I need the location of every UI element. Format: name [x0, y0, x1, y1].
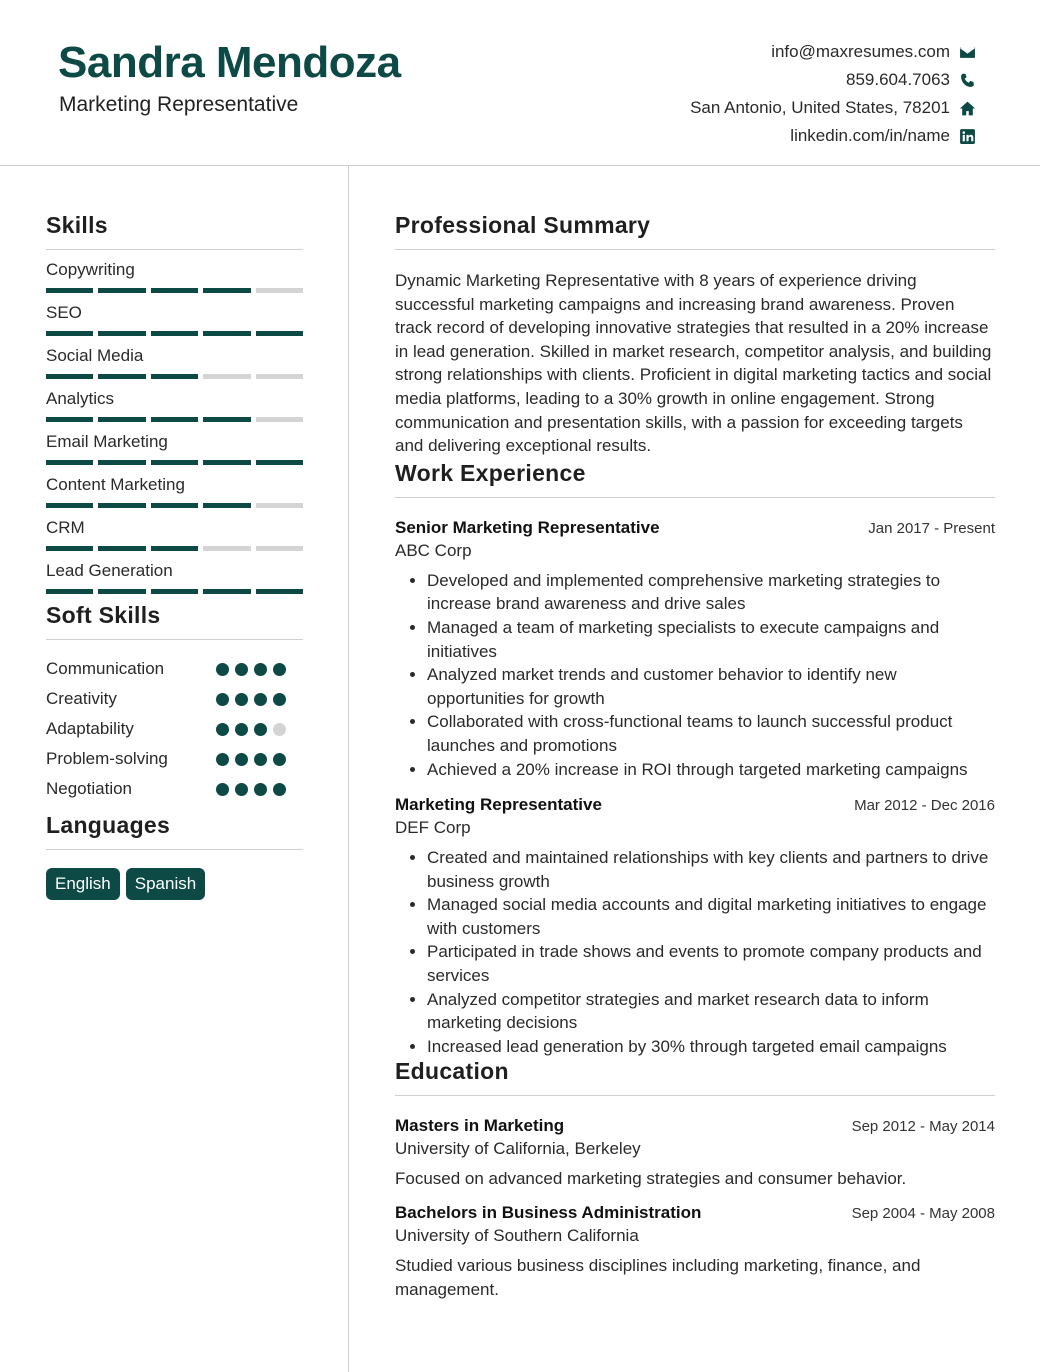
soft-skill-name: Creativity: [46, 689, 117, 708]
experience-heading: Work Experience: [395, 459, 586, 486]
rating-dot: [216, 783, 229, 796]
skill-level-segment: [46, 460, 93, 465]
contact-location: [690, 94, 976, 122]
rating-dot: [216, 723, 229, 736]
envelope-icon: [958, 43, 976, 61]
rating-dot: [216, 693, 229, 706]
skill-level-segment: [46, 374, 93, 379]
candidate-title: Marketing Representative: [59, 93, 299, 116]
skill-item: [46, 303, 303, 336]
education-heading: Education: [395, 1058, 509, 1085]
candidate-name: Sandra Mendoza: [58, 38, 401, 87]
school-name: University of California, Berkeley: [395, 1139, 641, 1159]
skill-level-bar: [46, 460, 303, 465]
skill-name: Analytics: [46, 389, 115, 408]
rating-dot: [273, 693, 286, 706]
job-bullet: • Created and maintained relationships with key clients and partners to drive business growth: [427, 846, 995, 893]
summary-rule: [395, 249, 995, 250]
right-column: [395, 212, 995, 1301]
rating-dot: [254, 753, 267, 766]
skill-level-segment: [203, 288, 250, 293]
contact-email[interactable]: [690, 38, 976, 66]
skill-level-bar: [46, 417, 303, 422]
contact-phone[interactable]: [690, 66, 976, 94]
skill-level-bar: [46, 589, 303, 594]
column-divider: [348, 166, 349, 1372]
language-badge: English: [46, 868, 120, 900]
skill-level-segment: [151, 589, 198, 594]
rating-dot: [273, 753, 286, 766]
job-title: Marketing Representative: [395, 795, 602, 815]
linkedin-icon: [958, 127, 976, 145]
languages-heading: Languages: [46, 812, 171, 838]
contact-block: [690, 38, 976, 150]
skills-list: [46, 260, 303, 594]
skill-level-segment: [98, 374, 145, 379]
education-entry: [395, 1203, 995, 1301]
soft-skills-heading: Soft Skills: [46, 602, 161, 628]
skill-level-bar: [46, 374, 303, 379]
skill-level-segment: [203, 331, 250, 336]
skills-rule: [46, 249, 303, 250]
skill-level-segment: [98, 331, 145, 336]
skill-level-segment: [46, 546, 93, 551]
skill-level-segment: [256, 503, 303, 508]
languages-rule: [46, 849, 303, 850]
skill-item: [46, 561, 303, 594]
language-badge: Spanish: [126, 868, 205, 900]
skill-level-segment: [151, 374, 198, 379]
rating-dot: [235, 783, 248, 796]
job-header: [395, 795, 995, 815]
soft-skill-item: [46, 774, 303, 804]
skill-name: Lead Generation: [46, 561, 173, 580]
skill-level-segment: [203, 589, 250, 594]
skill-name: CRM: [46, 518, 85, 537]
email-text: info@maxresumes.com: [771, 42, 950, 61]
soft-skill-item: [46, 654, 303, 684]
soft-skill-item: [46, 684, 303, 714]
skill-level-bar: [46, 288, 303, 293]
soft-skill-rating: [216, 663, 286, 676]
rating-dot: [254, 693, 267, 706]
left-column: [46, 212, 303, 900]
soft-skill-name: Negotiation: [46, 779, 133, 798]
skill-name: Email Marketing: [46, 432, 168, 451]
degree-title: Bachelors in Business Administration: [395, 1203, 702, 1223]
skill-name: SEO: [46, 303, 82, 322]
skill-level-segment: [203, 546, 250, 551]
job-bullets: [395, 846, 995, 1058]
home-icon: [958, 99, 976, 117]
job-title: Senior Marketing Representative: [395, 517, 660, 537]
skill-level-segment: [256, 589, 303, 594]
skill-level-segment: [46, 417, 93, 422]
soft-skill-rating: [216, 693, 286, 706]
job-header: [395, 518, 995, 538]
rating-dot: [235, 663, 248, 676]
skill-level-segment: [256, 374, 303, 379]
skill-level-segment: [256, 546, 303, 551]
job-bullet: • Analyzed competitor strategies and market research data to inform marketing decisions: [427, 988, 995, 1035]
skill-level-segment: [151, 417, 198, 422]
experience-rule: [395, 497, 995, 498]
skill-level-bar: [46, 503, 303, 508]
skills-heading: Skills: [46, 212, 108, 238]
soft-skill-rating: [216, 783, 286, 796]
skill-level-segment: [46, 503, 93, 508]
skill-level-segment: [98, 546, 145, 551]
skill-level-segment: [203, 460, 250, 465]
skill-level-bar: [46, 546, 303, 551]
rating-dot: [273, 783, 286, 796]
phone-text: 859.604.7063: [846, 70, 950, 89]
skill-level-segment: [203, 503, 250, 508]
skill-level-segment: [46, 331, 93, 336]
rating-dot: [273, 723, 286, 736]
skill-level-segment: [256, 460, 303, 465]
soft-skills-rule: [46, 639, 303, 640]
skill-item: [46, 475, 303, 508]
resume-header: [0, 0, 1040, 166]
skill-level-segment: [151, 331, 198, 336]
job-bullet: • Analyzed market trends and customer behavior to identify new opportunities for growth: [427, 663, 995, 710]
skill-level-segment: [256, 331, 303, 336]
skill-level-segment: [46, 589, 93, 594]
soft-skill-item: [46, 714, 303, 744]
education-header: [395, 1116, 995, 1136]
skill-item: [46, 432, 303, 465]
rating-dot: [254, 783, 267, 796]
skill-level-segment: [151, 546, 198, 551]
rating-dot: [254, 723, 267, 736]
soft-skill-name: Problem-solving: [46, 749, 168, 768]
job-bullets: [395, 569, 995, 781]
job-company: ABC Corp: [395, 540, 472, 560]
rating-dot: [254, 663, 267, 676]
languages-list: [46, 868, 303, 900]
job-entry: [395, 795, 995, 1058]
skill-name: Social Media: [46, 346, 144, 365]
skill-level-bar: [46, 331, 303, 336]
summary-text: Dynamic Marketing Representative with 8 years of experience driving successful marketing campaigns and increasing brand awareness. Proven track record of developing innovative strategies that resulted in a 20% increase in lead generation. Skilled in market research, competitor analysis, and building strong relationships with clients. Proficient in digital marketing tactics and social media platforms, leading to a 30% growth in online engagement. Strong communication and presentation skills, with a passion for exceeding targets and delivering exceptional results.: [395, 271, 992, 456]
summary-heading: Professional Summary: [395, 212, 651, 238]
job-bullet: • Achieved a 20% increase in ROI through targeted marketing campaigns: [427, 758, 995, 782]
degree-title: Masters in Marketing: [395, 1116, 565, 1136]
job-bullet: • Managed social media accounts and digital marketing initiatives to engage with customers: [427, 893, 995, 940]
job-bullet: • Increased lead generation by 30% through targeted email campaigns: [427, 1035, 995, 1059]
skill-item: [46, 346, 303, 379]
skill-level-segment: [46, 288, 93, 293]
education-entry: [395, 1116, 995, 1191]
skill-level-segment: [256, 288, 303, 293]
soft-skill-rating: [216, 753, 286, 766]
skill-level-segment: [98, 589, 145, 594]
job-company: DEF Corp: [395, 818, 471, 838]
rating-dot: [216, 663, 229, 676]
phone-icon: [958, 71, 976, 89]
skill-level-segment: [98, 460, 145, 465]
soft-skill-name: Communication: [46, 659, 165, 678]
skill-item: [46, 389, 303, 422]
job-date: Mar 2012 - Dec 2016: [854, 797, 995, 815]
skill-level-segment: [151, 460, 198, 465]
soft-skill-item: [46, 744, 303, 774]
job-bullet: • Participated in trade shows and events to promote company products and services: [427, 940, 995, 987]
education-description: Focused on advanced marketing strategies and consumer behavior.: [395, 1169, 907, 1189]
education-date: Sep 2004 - May 2008: [851, 1205, 995, 1223]
contact-linkedin[interactable]: [690, 122, 976, 150]
rating-dot: [235, 693, 248, 706]
school-name: University of Southern California: [395, 1226, 639, 1246]
skill-name: Content Marketing: [46, 475, 185, 494]
skill-level-segment: [203, 417, 250, 422]
job-entry: [395, 518, 995, 781]
skill-level-segment: [151, 503, 198, 508]
job-bullet: • Developed and implemented comprehensive marketing strategies to increase brand awareness and drive sales: [427, 569, 995, 616]
soft-skill-name: Adaptability: [46, 719, 134, 738]
skill-item: [46, 518, 303, 551]
linkedin-text: linkedin.com/in/name: [790, 126, 950, 145]
skill-level-segment: [98, 503, 145, 508]
education-description: Studied various business disciplines including marketing, finance, and management.: [395, 1256, 921, 1299]
skill-level-segment: [98, 288, 145, 293]
rating-dot: [216, 753, 229, 766]
rating-dot: [235, 753, 248, 766]
education-date: Sep 2012 - May 2014: [851, 1118, 995, 1136]
skill-level-segment: [151, 288, 198, 293]
skill-level-segment: [256, 417, 303, 422]
education-rule: [395, 1095, 995, 1096]
rating-dot: [235, 723, 248, 736]
skill-level-segment: [98, 417, 145, 422]
education-list: [395, 1116, 995, 1301]
soft-skills-list: [46, 654, 303, 804]
education-header: [395, 1203, 995, 1223]
skill-level-segment: [203, 374, 250, 379]
job-bullet: • Collaborated with cross-functional teams to launch successful product launches and promotions: [427, 710, 995, 757]
soft-skill-rating: [216, 723, 286, 736]
skill-name: Copywriting: [46, 260, 135, 279]
skill-item: [46, 260, 303, 293]
jobs-list: [395, 518, 995, 1059]
rating-dot: [273, 663, 286, 676]
job-bullet: • Managed a team of marketing specialists to execute campaigns and initiatives: [427, 616, 995, 663]
location-text: San Antonio, United States, 78201: [690, 98, 950, 117]
job-date: Jan 2017 - Present: [868, 519, 995, 537]
